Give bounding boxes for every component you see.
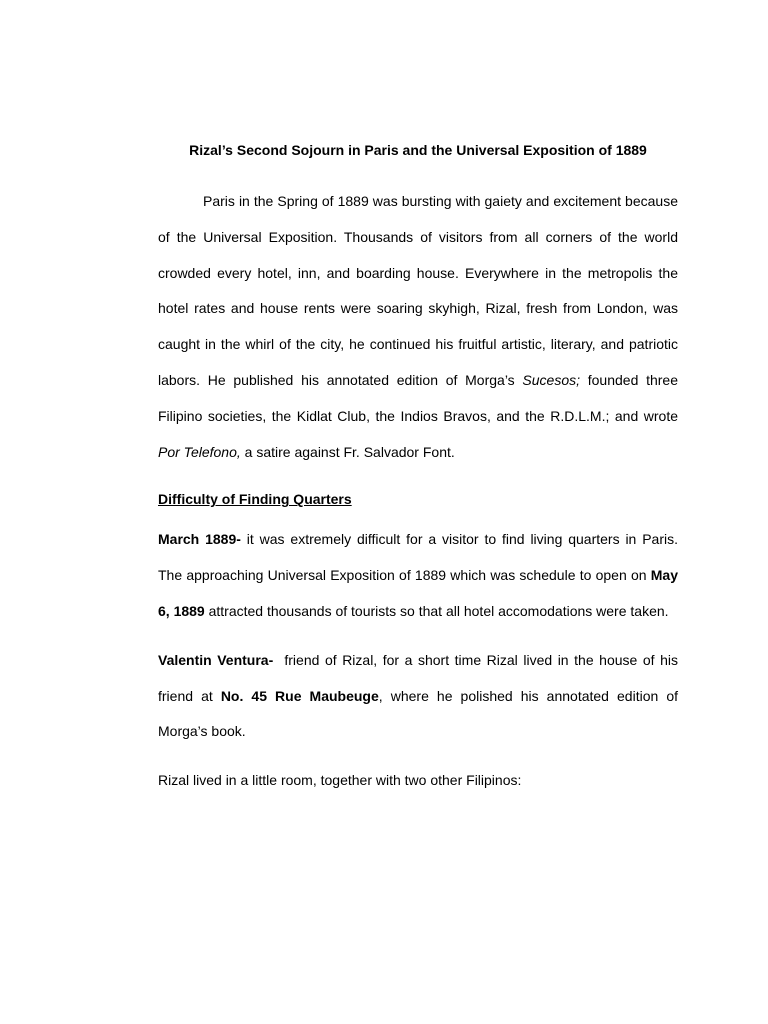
- march-paragraph: [158, 522, 678, 629]
- closing-paragraph: Rizal lived in a little room, together with two other Filipinos:: [158, 772, 522, 789]
- march-text-2: attracted thousands of tourists so that all hotel accomodations were taken.: [204, 602, 669, 619]
- ventura-text-2: , where he polished his annotated edition of Morga’s book.: [158, 687, 679, 740]
- intro-text-2: founded three Filipino societies, the Kidlat Club, the Indios Bravos, and the R.D.L.M.; and wrote: [158, 371, 679, 424]
- intro-italic-por-telefono: Por Telefono,: [158, 443, 241, 460]
- ventura-address: No. 45 Rue Maubeuge: [220, 687, 379, 704]
- intro-text-1: Paris in the Spring of 1889 was bursting with gaiety and excitement because of the Universal Exposition. Thousands of visitors from all corners of the world crowded every hotel, inn, and boarding house. Everywhere in the metropolis the hotel rates and house rents were soaring skyhigh, Rizal, fresh from London, was caught in the whirl of the city, he continued his fruitful artistic, literary, and patriotic labors. He published his annotated edition of Morga’s: [158, 193, 678, 388]
- section-heading: Difficulty of Finding Quarters: [158, 491, 352, 508]
- intro-text-3: a satire against Fr. Salvador Font.: [240, 443, 455, 460]
- ventura-paragraph: [158, 643, 682, 750]
- march-open-date: May 6, 1889: [158, 567, 678, 619]
- march-text-1: it was extremely difficult for a visitor to find living quarters in Paris. The approaching Universal Exposition of 1889 which was schedule to open on: [158, 531, 678, 584]
- intro-paragraph: [158, 184, 678, 470]
- ventura-text-1: friend of Rizal, for a short time Rizal lived in the house of his friend at: [158, 651, 682, 704]
- march-date-label: March 1889-: [158, 531, 241, 548]
- ventura-name: Valentin Ventura-: [158, 651, 274, 668]
- intro-italic-sucesos: Sucesos;: [522, 371, 581, 388]
- document-title: Rizal’s Second Sojourn in Paris and the Universal Exposition of 1889: [189, 142, 647, 158]
